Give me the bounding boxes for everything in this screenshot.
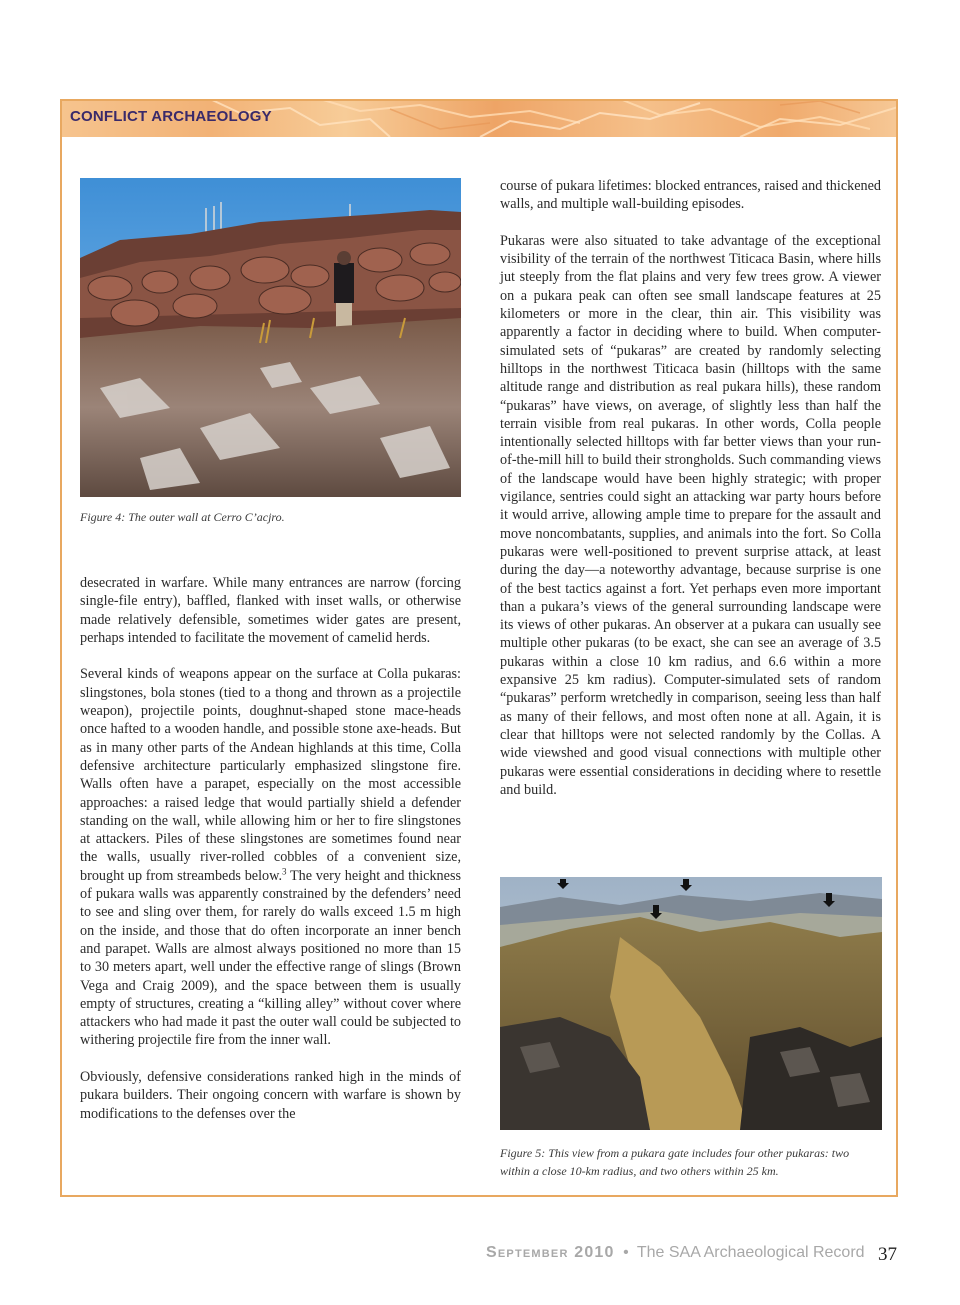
footer-bullet: • [623,1244,629,1261]
figure-4-caption: Figure 4: The outer wall at Cerro C’acjro. [80,510,285,524]
paragraph: Pukaras were also situated to take advantage of the exceptional visibility of the terrain of the northwest Titicaca Basin, where hills jut steeply from the flat plains and very few trees grow. A viewer on a pukara peak can often see small landscape features at 25 kilometers or more in the clear, thin air. This visibility was apparently a factor in deciding where to build. When computer-simulated sets of “pukaras” are created by randomly selecting hilltops in the northwest Titicaca basin (hilltops with the same altitude range and distribution as real pukara hills), these random “pukaras” have views, on average, of slightly less than half the terrain visible from real pukaras. In other words, Colla people intentionally selected hilltops with far better views than your run-of-the-mill hill to build their strongholds. Such commanding views of the landscape would have been highly strategic; with proper vigilance, sentries could sight an attacking war party hours before it would arrive, allowing ample time to prepare for the assault and move noncombatants, supplies, and animals into the fort. So Colla pukaras were well-positioned to prevent surprise attack, at least during the day—a noteworthy advantage, because surprise is one of the best tactics against a fort. Yet perhaps even more important than a pukara’s views of the general surrounding landscape were its views of other pukaras. An observer at a pukara can usually see multiple other pukaras (to be exact, she can see an average of 3.5 pukaras within a close 10 km radius, and 6.6 within a more expansive 25 km radius). Computer-simulated sets of random “pukaras” perform wretchedly in comparison, seeing less than half as many of their fellows, and most often none at all. Again, it is clear that hilltops were not selected randomly by the Collas. A wide viewshed and good visual connections with multiple other pukaras were essential considerations in deciding where to resettle and build. [500,232,881,798]
paragraph [80,665,461,1049]
figure-5-photo [500,877,882,1130]
figure-4-photo [80,178,461,497]
right-column [500,177,881,799]
footer-month: September 2010 [486,1244,615,1261]
paragraph: course of pukara lifetimes: blocked entrances, raised and thickened walls, and multiple wall-building episodes. [500,178,881,213]
left-column [80,574,461,1123]
footer-journal: The SAA Archaeological Record [636,1244,865,1261]
page-number: 37 [878,1244,897,1265]
page-footer [486,1244,865,1266]
section-title: CONFLICT ARCHAEOLOGY [70,108,272,125]
paragraph-text: The very height and thickness of pukara walls was apparently constrained by the defenders’ need to see and sling over them, for rarely do walls exceed 1.5 m high on the inside, and those that do often incorporate an inner bench and parapet. Walls are almost always positioned no more than 15 to 30 meters apart, well under the effective range of slings (Brown Vega and Craig 2009), and the space between them is usually empty of structures, creating a “killing alley” without cover where attackers who had made it past the outer wall could be subjected to withering projectile fire from the inner wall. [80,867,461,1049]
figure-5-caption: Figure 5: This view from a pukara gate includes four other pukaras: two within a close 10-km radius, and two others within 25 km. [500,1146,850,1178]
paragraph-text: Several kinds of weapons appear on the surface at Colla pukaras: slingstones, bola stones (tied to a thong and thrown as a projectile weapon), projectile points, doughnut-shaped stone mace-heads once hafted to a wooden handle, and possible stone axe-heads. But as in many other parts of the Andean highlands at this time, Colla defensive architecture particularly emphasized slingstone fire. Walls often have a parapet, especially on the most accessible approaches: a raised ledge that would partially shield a defender standing on the wall, while allowing him or her to fire slingstones at attackers. Piles of these slingstones are sometimes found near the walls, usually river-rolled cobbles of a convenient size, brought up from streambeds below. [80,666,461,884]
paragraph: desecrated in warfare. While many entrances are narrow (forcing single-file entry), baffled, flanked with inset walls, or otherwise made relatively defensible, sometimes wider gates are present, perhaps intended to facilitate the movement of camelid herds. [80,575,461,646]
footnote-marker[interactable]: 3 [282,866,287,877]
paragraph: Obviously, defensive considerations ranked high in the minds of pukara builders. Their ongoing concern with warfare is shown by modifications to the defenses over the [80,1069,461,1122]
